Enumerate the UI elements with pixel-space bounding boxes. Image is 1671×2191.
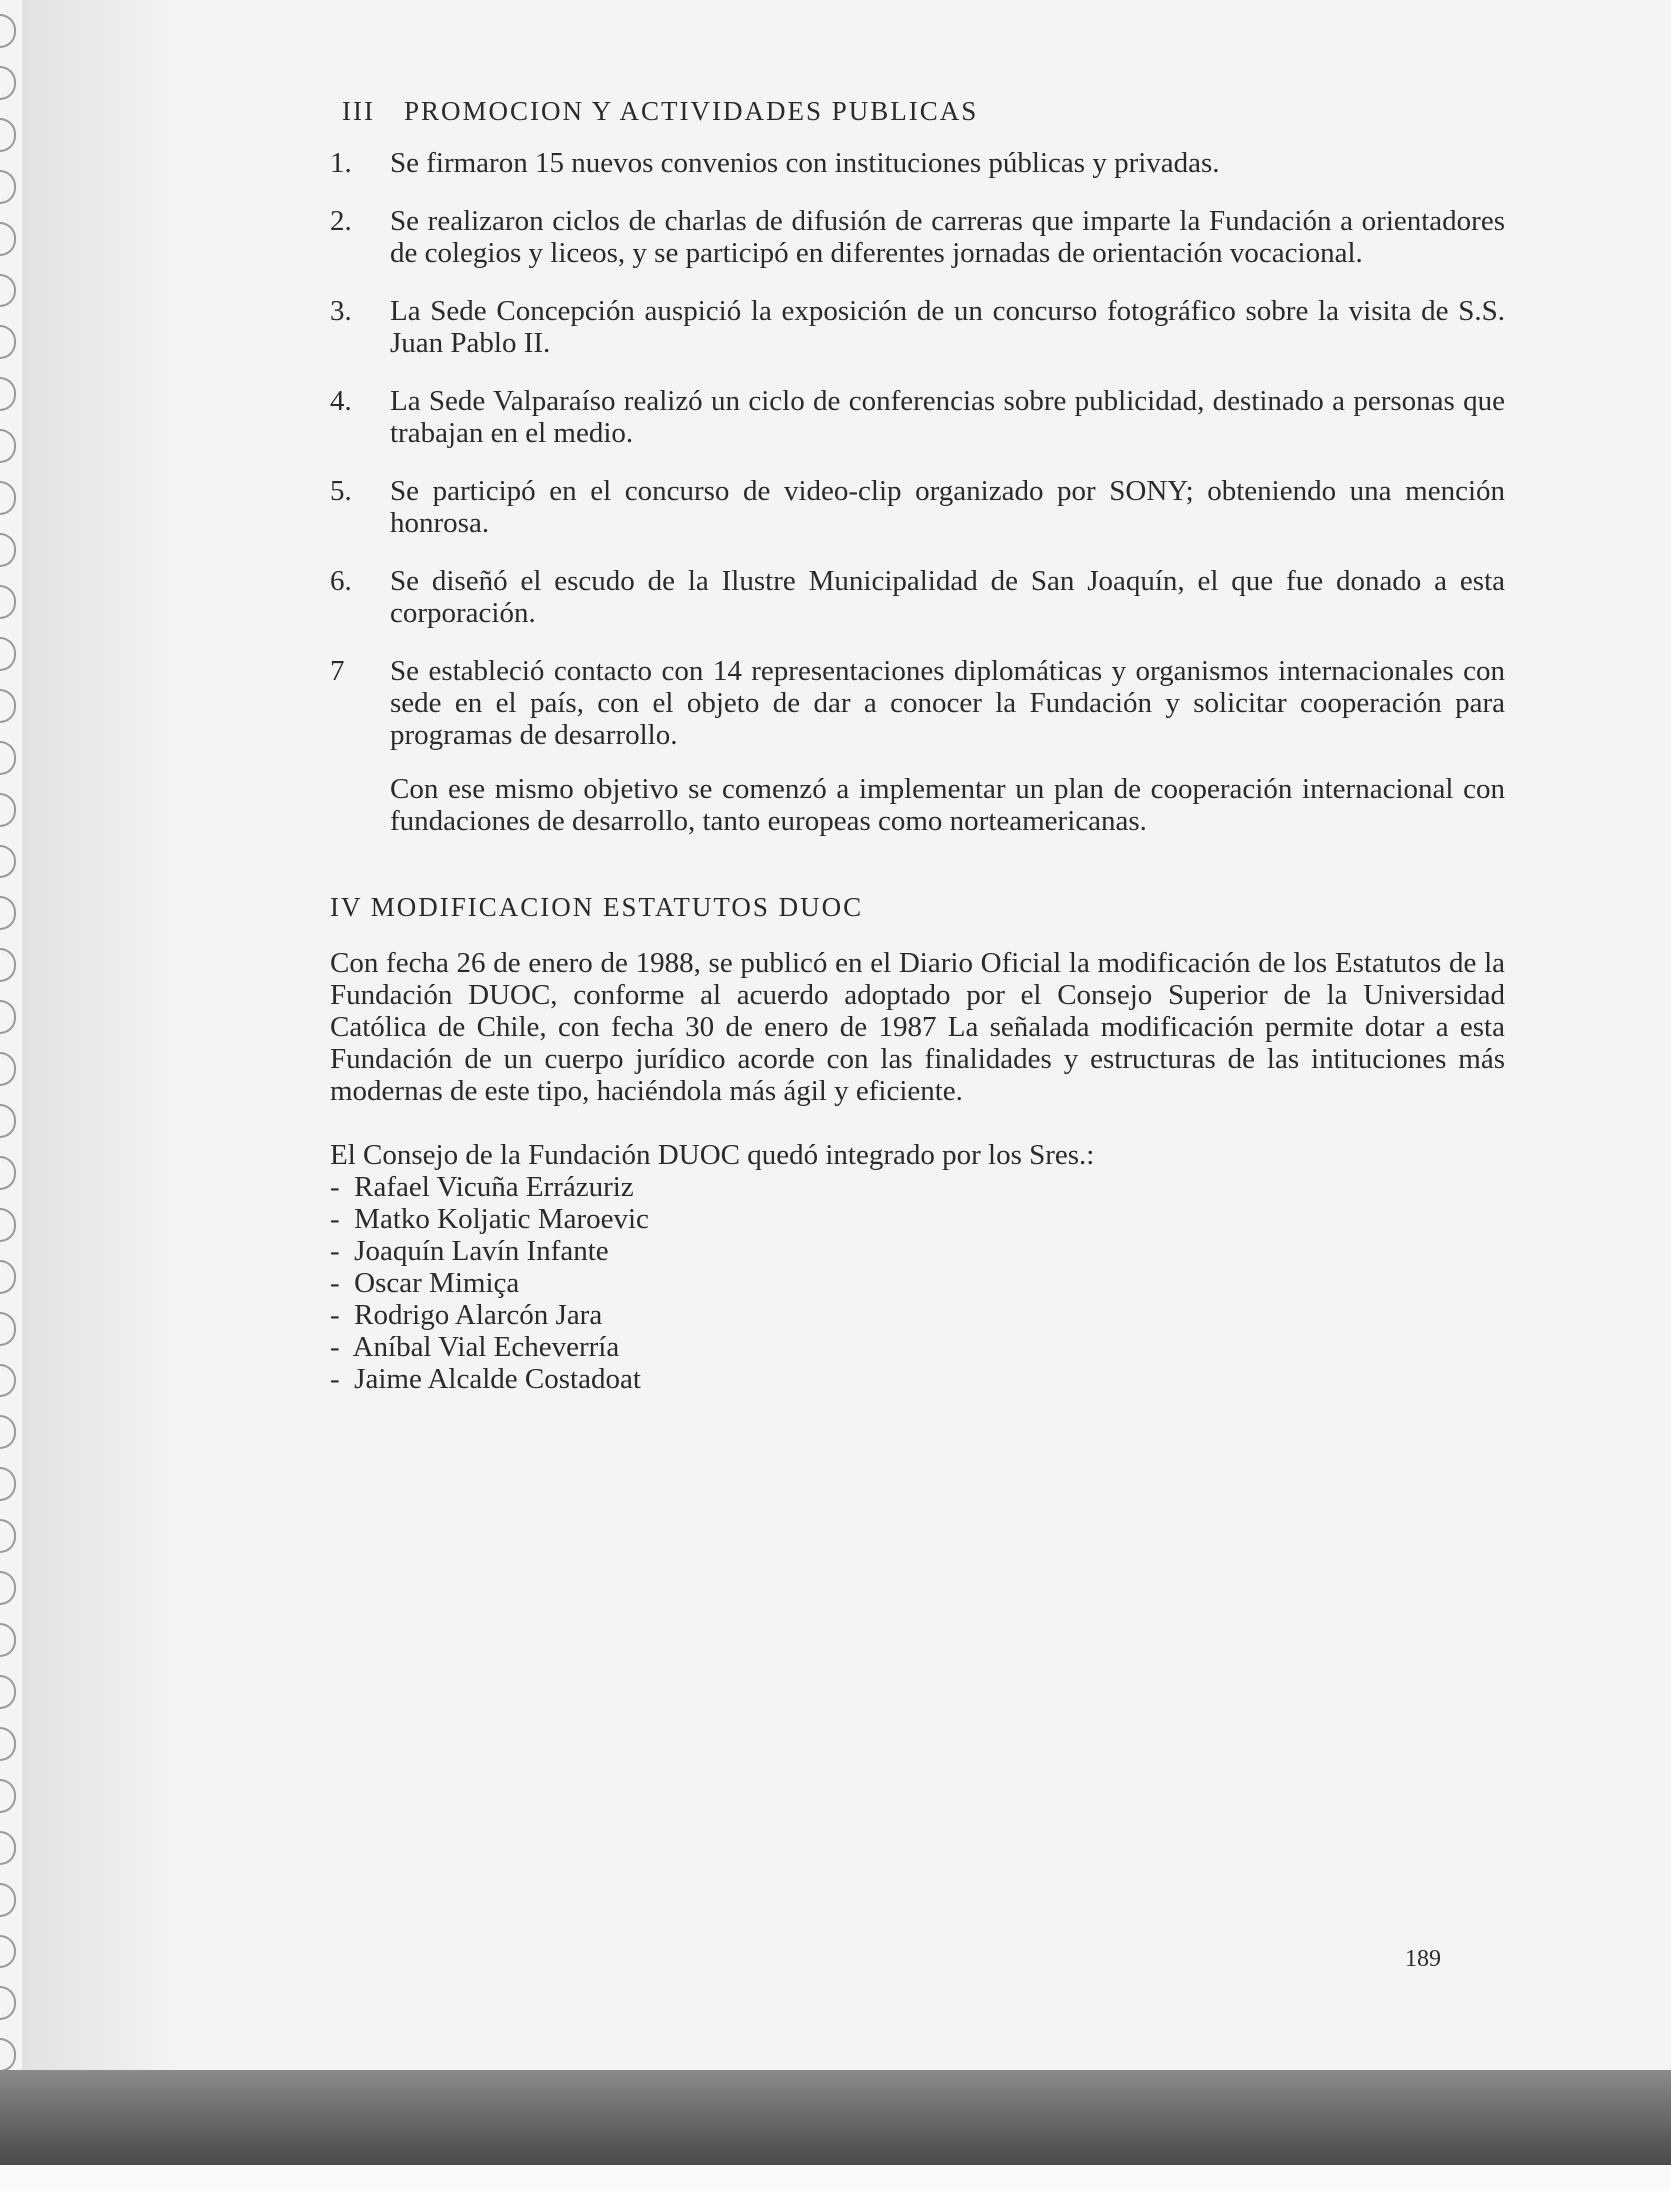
list-item <box>330 655 1505 751</box>
list-item-number: 5. <box>330 475 352 507</box>
scan-bottom-shadow <box>0 2070 1671 2165</box>
list-item-number: 6. <box>330 565 352 597</box>
list-item-text: Se realizaron ciclos de charlas de difusión de carreras que imparte la Fundación a orientadores de colegios y liceos, y se participó en diferentes jornadas de orientación vocacional. <box>390 205 1505 269</box>
council-member: - Jaime Alcalde Costadoat <box>330 1363 1505 1395</box>
scan-bottom-edge <box>0 2165 1671 2191</box>
council-member: - Aníbal Vial Echeverría <box>330 1331 1505 1363</box>
section-3-title: PROMOCION Y ACTIVIDADES PUBLICAS <box>404 96 979 126</box>
section-4-heading <box>330 891 1505 923</box>
section-4-number: IV <box>330 892 363 922</box>
list-item-number: 4. <box>330 385 352 417</box>
list-item-number: 7 <box>330 655 345 687</box>
list-item-text: La Sede Valparaíso realizó un ciclo de conferencias sobre publicidad, destinado a personas que trabajan en el medio. <box>390 385 1505 449</box>
list-item-text: Se firmaron 15 nuevos convenios con instituciones públicas y privadas. <box>390 147 1220 179</box>
council-members-list <box>330 1171 1505 1395</box>
council-member: - Rodrigo Alarcón Jara <box>330 1299 1505 1331</box>
council-intro: El Consejo de la Fundación DUOC quedó integrado por los Sres.: <box>330 1139 1095 1171</box>
list-item-text: Se diseñó el escudo de la Ilustre Municipalidad de San Joaquín, el que fue donado a esta corporación. <box>390 565 1505 629</box>
list-item <box>330 295 1505 359</box>
spiral-binding <box>0 0 22 2124</box>
section-3-number: III <box>342 96 375 126</box>
page-gutter-shadow <box>22 0 182 2080</box>
list-item-number: 3. <box>330 295 352 327</box>
list-item-text: La Sede Concepción auspició la exposición de un concurso fotográfico sobre la visita de S.S. Juan Pablo II. <box>390 295 1505 359</box>
list-item <box>330 205 1505 269</box>
section-3-heading <box>342 95 1505 127</box>
list-item-number: 1. <box>330 147 352 179</box>
list-item-text: Se estableció contacto con 14 representaciones diplomáticas y organismos internacionales con sede en el país, con el objeto de dar a conocer la Fundación y solicitar cooperación para programas de desarrollo. <box>390 655 1505 751</box>
list-item-text: Se participó en el concurso de video-clip organizado por SONY; obteniendo una mención honrosa. <box>390 475 1505 539</box>
council-member: - Oscar Mimiça <box>330 1267 1505 1299</box>
list-item <box>330 385 1505 449</box>
section-4-paragraph: Con fecha 26 de enero de 1988, se publicó en el Diario Oficial la modificación de los Estatutos de la Fundación DUOC, conforme al acuerdo adoptado por el Consejo Superior de la Universidad Católica de Chile, con fecha 30 de enero de 1987 La señalada modificación permite dotar a esta Fundación de un cuerpo jurídico acorde con las finalidades y estructuras de las intituciones más modernas de este tipo, haciéndola más ágil y eficiente. <box>330 947 1505 1107</box>
council-member: - Matko Koljatic Maroevic <box>330 1203 1505 1235</box>
section-4-title: MODIFICACION ESTATUTOS DUOC <box>370 892 864 922</box>
council-member: - Rafael Vicuña Errázuriz <box>330 1171 1505 1203</box>
list-item-number: 2. <box>330 205 352 237</box>
list-item <box>330 147 1505 179</box>
item-7-continuation: Con ese mismo objetivo se comenzó a implementar un plan de cooperación internacional con fundaciones de desarrollo, tanto europeas como norteamericanas. <box>390 773 1505 837</box>
list-item <box>330 475 1505 539</box>
page-content <box>330 95 1505 1395</box>
page-number: 189 <box>1405 1946 1441 1972</box>
list-item <box>330 565 1505 629</box>
council-member: - Joaquín Lavín Infante <box>330 1235 1505 1267</box>
